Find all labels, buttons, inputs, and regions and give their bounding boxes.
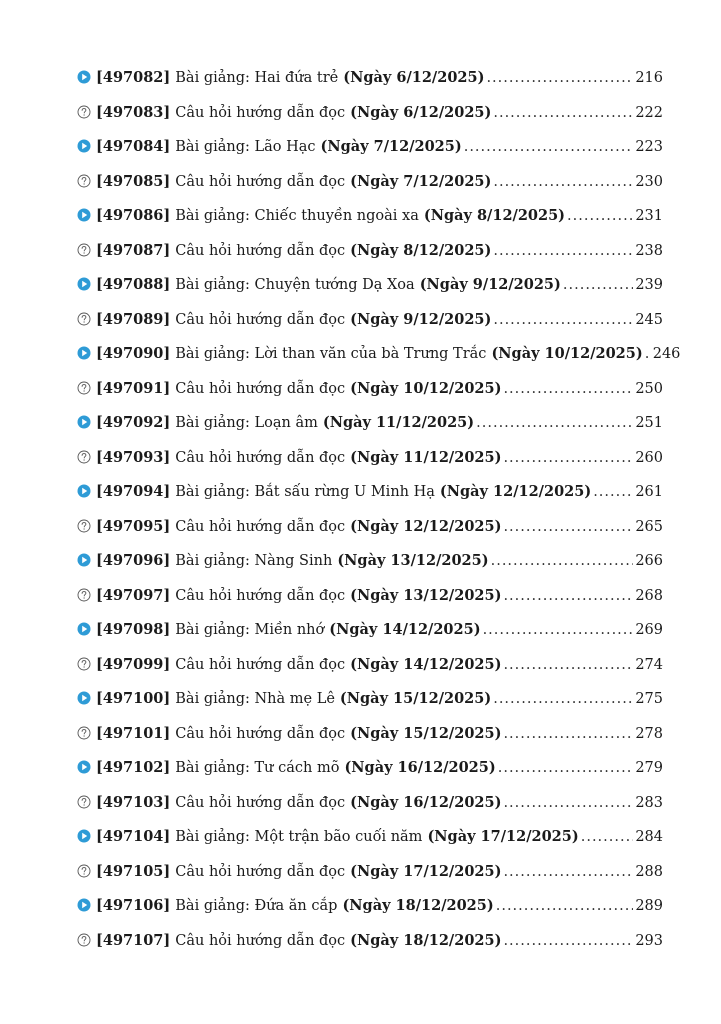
toc-entry[interactable] [77, 344, 681, 379]
lesson-title: Bài giảng: Đứa ăn cắp [175, 898, 338, 914]
play-icon [77, 829, 91, 843]
page-number: 269 [635, 622, 663, 638]
question-icon [77, 105, 91, 119]
dot-leader [503, 450, 633, 466]
toc-entry[interactable] [77, 896, 663, 931]
lesson-code: [497092] [96, 414, 171, 431]
question-icon [77, 864, 91, 878]
lesson-code: [497082] [96, 69, 171, 86]
dot-leader [493, 174, 633, 190]
lesson-code: [497105] [96, 862, 171, 880]
lesson-code: [497106] [96, 897, 171, 914]
toc-entry[interactable] [77, 655, 663, 690]
question-icon [77, 519, 91, 533]
page-number: 230 [635, 173, 663, 190]
lesson-code: [497083] [96, 103, 171, 121]
question-icon [77, 450, 91, 464]
page-number: 289 [635, 898, 663, 914]
question-icon [77, 933, 91, 947]
play-icon [77, 415, 91, 429]
dot-leader [503, 933, 633, 949]
toc-entry[interactable] [77, 551, 663, 586]
page-number: 246 [652, 346, 681, 362]
lesson-date: (Ngày 7/12/2025) [350, 172, 492, 190]
toc-entry[interactable] [77, 310, 663, 345]
lesson-code: [497087] [96, 241, 171, 259]
dot-leader [563, 277, 633, 293]
dot-leader [493, 691, 633, 707]
lesson-title: Câu hỏi hướng dẫn đọc [175, 863, 346, 880]
lesson-title: Câu hỏi hướng dẫn đọc [175, 173, 346, 190]
question-icon [77, 657, 91, 671]
lesson-date: (Ngày 8/12/2025) [350, 241, 492, 259]
page-number: 266 [635, 553, 663, 569]
toc-entry[interactable] [77, 206, 663, 241]
toc-entry[interactable] [77, 931, 663, 966]
dot-leader [486, 70, 633, 86]
lesson-date: (Ngày 16/12/2025) [344, 759, 496, 776]
lesson-date: (Ngày 11/12/2025) [322, 414, 475, 431]
lesson-date: (Ngày 15/12/2025) [350, 724, 502, 742]
lesson-code: [497104] [96, 828, 171, 845]
page-number: 283 [635, 794, 663, 811]
page-number: 250 [635, 380, 663, 397]
lesson-title: Câu hỏi hướng dẫn đọc [175, 932, 346, 949]
lesson-code: [497096] [96, 552, 171, 569]
lesson-title: Bài giảng: Loạn âm [175, 415, 318, 431]
dot-leader [503, 795, 633, 811]
lesson-title: Bài giảng: Bắt sấu rừng U Minh Hạ [175, 484, 435, 500]
toc-entry[interactable] [77, 448, 663, 483]
page-number: 222 [635, 104, 663, 121]
dot-leader [645, 346, 651, 362]
dot-leader [503, 588, 633, 604]
lesson-title: Câu hỏi hướng dẫn đọc [175, 656, 346, 673]
toc-entry[interactable] [77, 793, 663, 828]
page-number: 216 [635, 70, 663, 86]
page-number: 261 [635, 484, 663, 500]
lesson-title: Bài giảng: Miền nhớ [175, 622, 325, 638]
lesson-title: Câu hỏi hướng dẫn đọc [175, 380, 346, 397]
toc-entry[interactable] [77, 379, 663, 414]
lesson-title: Câu hỏi hướng dẫn đọc [175, 725, 346, 742]
dot-leader [493, 312, 633, 328]
toc-entry[interactable] [77, 758, 663, 793]
lesson-code: [497084] [96, 138, 171, 155]
question-icon [77, 243, 91, 257]
lesson-title: Bài giảng: Lời than văn của bà Trưng Trắc [175, 346, 487, 362]
lesson-date: (Ngày 10/12/2025) [350, 379, 502, 397]
toc-entry[interactable] [77, 724, 663, 759]
dot-leader [483, 622, 634, 638]
page-number: 293 [635, 932, 663, 949]
dot-leader [491, 553, 634, 569]
lesson-title: Bài giảng: Chuyện tướng Dạ Xoa [175, 277, 415, 293]
lesson-code: [497095] [96, 517, 171, 535]
dot-leader [503, 519, 633, 535]
lesson-date: (Ngày 13/12/2025) [337, 552, 489, 569]
page-number: 245 [635, 311, 663, 328]
lesson-title: Câu hỏi hướng dẫn đọc [175, 587, 346, 604]
page-number: 275 [635, 691, 663, 707]
lesson-code: [497089] [96, 310, 171, 328]
lesson-date: (Ngày 18/12/2025) [350, 931, 502, 949]
lesson-date: (Ngày 15/12/2025) [339, 690, 492, 707]
toc-entry[interactable] [77, 862, 663, 897]
lesson-date: (Ngày 8/12/2025) [423, 207, 566, 224]
question-icon [77, 381, 91, 395]
toc-entry[interactable] [77, 103, 663, 138]
lesson-title: Bài giảng: Chiếc thuyền ngoài xa [175, 208, 419, 224]
lesson-code: [497094] [96, 483, 171, 500]
dot-leader [593, 484, 633, 500]
play-icon [77, 760, 91, 774]
question-icon [77, 312, 91, 326]
toc-entry[interactable] [77, 827, 663, 862]
lesson-date: (Ngày 6/12/2025) [343, 69, 485, 86]
toc-entry[interactable] [77, 620, 663, 655]
play-icon [77, 622, 91, 636]
toc-entry[interactable] [77, 482, 663, 517]
dot-leader [493, 243, 633, 259]
lesson-date: (Ngày 12/12/2025) [350, 517, 502, 535]
page-number: 231 [635, 208, 663, 224]
play-icon [77, 691, 91, 705]
toc-entry[interactable] [77, 275, 663, 310]
lesson-code: [497100] [96, 690, 171, 707]
lesson-title: Câu hỏi hướng dẫn đọc [175, 311, 346, 328]
dot-leader [498, 760, 634, 776]
lesson-date: (Ngày 16/12/2025) [350, 793, 502, 811]
lesson-title: Câu hỏi hướng dẫn đọc [175, 794, 346, 811]
dot-leader [476, 415, 633, 431]
play-icon [77, 898, 91, 912]
table-of-contents [77, 68, 681, 965]
toc-entry[interactable] [77, 68, 663, 103]
lesson-date: (Ngày 9/12/2025) [350, 310, 492, 328]
toc-entry[interactable] [77, 586, 663, 621]
page-number: 265 [635, 518, 663, 535]
lesson-title: Bài giảng: Tư cách mõ [175, 760, 340, 776]
lesson-code: [497103] [96, 793, 171, 811]
dot-leader [567, 208, 633, 224]
page-number: 274 [635, 656, 663, 673]
play-icon [77, 208, 91, 222]
lesson-code: [497101] [96, 724, 171, 742]
page-number: 279 [635, 760, 663, 776]
play-icon [77, 139, 91, 153]
play-icon [77, 70, 91, 84]
lesson-title: Câu hỏi hướng dẫn đọc [175, 518, 346, 535]
play-icon [77, 553, 91, 567]
dot-leader [496, 898, 634, 914]
toc-entry[interactable] [77, 137, 663, 172]
lesson-date: (Ngày 14/12/2025) [329, 621, 481, 638]
toc-entry[interactable] [77, 172, 663, 207]
lesson-title: Câu hỏi hướng dẫn đọc [175, 449, 346, 466]
lesson-date: (Ngày 13/12/2025) [350, 586, 502, 604]
dot-leader [503, 657, 633, 673]
question-icon [77, 795, 91, 809]
lesson-code: [497085] [96, 172, 171, 190]
lesson-code: [497097] [96, 586, 171, 604]
page-number: 284 [635, 829, 663, 845]
page-number: 223 [635, 139, 663, 155]
page-number: 238 [635, 242, 663, 259]
lesson-date: (Ngày 9/12/2025) [419, 276, 561, 293]
lesson-code: [497102] [96, 759, 171, 776]
dot-leader [503, 864, 633, 880]
lesson-date: (Ngày 14/12/2025) [350, 655, 502, 673]
dot-leader [503, 726, 633, 742]
lesson-code: [497088] [96, 276, 171, 293]
lesson-date: (Ngày 17/12/2025) [427, 828, 579, 845]
lesson-code: [497098] [96, 621, 171, 638]
toc-entry[interactable] [77, 241, 663, 276]
lesson-date: (Ngày 6/12/2025) [350, 103, 492, 121]
toc-entry[interactable] [77, 689, 663, 724]
page-number: 278 [635, 725, 663, 742]
lesson-date: (Ngày 11/12/2025) [350, 448, 502, 466]
question-icon [77, 726, 91, 740]
lesson-date: (Ngày 18/12/2025) [342, 897, 494, 914]
lesson-date: (Ngày 17/12/2025) [350, 862, 502, 880]
lesson-date: (Ngày 7/12/2025) [320, 138, 462, 155]
question-icon [77, 588, 91, 602]
lesson-code: [497107] [96, 931, 171, 949]
lesson-code: [497099] [96, 655, 171, 673]
dot-leader [464, 139, 634, 155]
question-icon [77, 174, 91, 188]
page-number: 251 [635, 415, 663, 431]
lesson-date: (Ngày 12/12/2025) [439, 483, 592, 500]
dot-leader [503, 381, 633, 397]
lesson-title: Bài giảng: Hai đứa trẻ [175, 70, 339, 86]
page-number: 288 [635, 863, 663, 880]
lesson-code: [497091] [96, 379, 171, 397]
lesson-title: Câu hỏi hướng dẫn đọc [175, 104, 346, 121]
lesson-title: Câu hỏi hướng dẫn đọc [175, 242, 346, 259]
lesson-title: Bài giảng: Nàng Sinh [175, 553, 333, 569]
play-icon [77, 277, 91, 291]
lesson-date: (Ngày 10/12/2025) [491, 345, 643, 362]
page-number: 268 [635, 587, 663, 604]
toc-entry[interactable] [77, 517, 663, 552]
play-icon [77, 346, 91, 360]
lesson-code: [497090] [96, 345, 171, 362]
dot-leader [581, 829, 634, 845]
page-number: 260 [635, 449, 663, 466]
toc-entry[interactable] [77, 413, 663, 448]
dot-leader [493, 105, 633, 121]
lesson-title: Bài giảng: Lão Hạc [175, 139, 316, 155]
lesson-title: Bài giảng: Một trận bão cuối năm [175, 829, 423, 845]
play-icon [77, 484, 91, 498]
page-number: 239 [635, 277, 663, 293]
lesson-title: Bài giảng: Nhà mẹ Lê [175, 691, 335, 707]
lesson-code: [497093] [96, 448, 171, 466]
lesson-code: [497086] [96, 207, 171, 224]
